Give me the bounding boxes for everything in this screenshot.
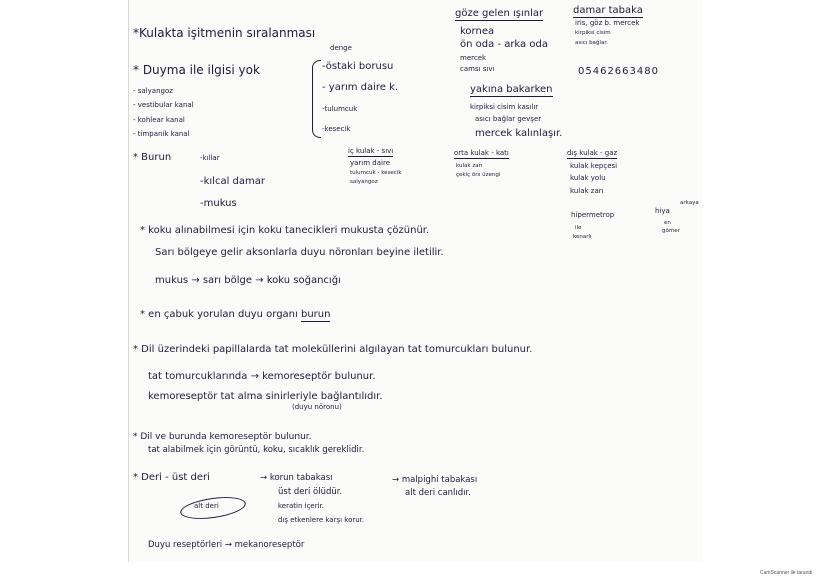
not-related-item: - yarım daire k.	[322, 82, 399, 93]
taste-line: kemoreseptör tat alma sinirleriyle bağlantılıdır.	[148, 391, 383, 402]
vascular-item: iris, göz b. mercek	[575, 19, 640, 27]
outer-ear-item: kulak zarı	[570, 187, 604, 195]
eye-rays-title: göze gelen ışınlar	[455, 8, 544, 19]
eye-ray-item: kornea	[460, 26, 495, 37]
not-related-item: -kesecik	[322, 125, 351, 133]
near-vision-title: yakına bakarken	[470, 84, 553, 95]
hearing-order-item: - vestibular kanal	[133, 101, 194, 109]
vascular-item: asıcı bağlar.	[575, 40, 608, 46]
hearing-order-item: - kohlear kanal	[133, 116, 185, 124]
side-note: en	[664, 220, 671, 226]
side-note: gömer	[662, 228, 680, 234]
hearing-order-item: - salyangoz	[133, 87, 173, 95]
inner-ear-item: yarım daire	[350, 159, 391, 167]
phone-number: 05462663480	[578, 66, 659, 77]
fatigue-line	[140, 310, 330, 320]
middle-ear-title: orta kulak - katı	[454, 149, 509, 157]
eye-ray-item: mercek	[460, 54, 487, 62]
skin-lower-item: alt deri canlıdır.	[405, 488, 471, 498]
side-note: hipermetrop	[571, 211, 615, 219]
inner-ear-title: iç kulak - sıvı	[348, 147, 394, 155]
nose-item: -kılcal damar	[200, 176, 265, 187]
inner-ear-item: tulumcuk - kesecik	[350, 170, 402, 176]
hearing-title: *Kulakta işitmenin sıralanması	[133, 26, 316, 40]
balance-label: denge	[330, 44, 352, 52]
side-note: ile	[575, 225, 582, 231]
smell-line: * koku alınabilmesi için koku tanecikleri mukusta çözünür.	[140, 225, 430, 236]
skin-upper-item: dış etkenlere karşı korur.	[278, 516, 365, 524]
taste-line: * Dil üzerindeki papillalarda tat moleküllerini algılayan tat tomurcukları bulunur.	[133, 344, 533, 355]
scanner-watermark: CamScanner ile tarandı	[760, 570, 813, 576]
not-related-title: * Duyma ile ilgisi yok	[133, 63, 260, 77]
outer-ear-item: kulak yolu	[570, 174, 606, 182]
not-related-item: -östaki borusu	[322, 61, 394, 72]
fatigue-answer: burun	[301, 309, 331, 320]
skin-upper-item: üst deri ölüdür.	[278, 487, 343, 497]
skin-title: * Deri - üst deri	[133, 472, 210, 483]
middle-ear-item: kulak zarı	[456, 163, 483, 169]
nose-item: -kıllar	[200, 154, 220, 162]
inner-ear-item: salyangoz	[350, 179, 378, 185]
vascular-item: kirpiksi cisim	[575, 30, 611, 36]
side-note: arkaya	[680, 200, 699, 206]
smell-line: Sarı bölgeye gelir aksonlarla duyu nöronları beyine iletilir.	[155, 247, 444, 258]
side-note: hiya	[655, 207, 670, 215]
outer-ear-title: dış kulak - gaz	[567, 149, 618, 157]
near-vision-item: kirpiksi cisim kasılır	[470, 103, 539, 111]
outer-ear-item: kulak kepçesi	[570, 162, 618, 170]
side-note: kenarlı	[573, 234, 592, 240]
near-vision-item: mercek kalınlaşır.	[475, 128, 563, 139]
near-vision-item: asıcı bağlar gevşer	[475, 115, 542, 123]
smell-line: mukus → sarı bölge → koku soğancığı	[155, 275, 341, 286]
taste-line: * Dil ve burunda kemoreseptör bulunur.	[133, 432, 312, 442]
taste-line: tat tomurcuklarında → kemoreseptör bulunur.	[148, 371, 376, 382]
skin-lower-item: → malpighi tabakası	[392, 475, 478, 485]
lower-skin-label: alt deri	[194, 502, 219, 510]
middle-ear-item: çekiç örs üzengi	[456, 172, 501, 178]
taste-line: tat alabilmek için görüntü, koku, sıcaklık gereklidir.	[148, 445, 365, 455]
taste-note: (duyu nöronu)	[292, 403, 342, 411]
skin-upper-item: keratin içerir.	[278, 502, 325, 510]
eye-ray-item: camsı sıvı	[460, 65, 495, 73]
fatigue-prefix: * en çabuk yorulan duyu organı	[140, 309, 298, 320]
hearing-order-item: - timpanik kanal	[133, 130, 190, 138]
not-related-item: -tulumcuk	[322, 105, 358, 113]
vascular-layer-title: damar tabaka	[573, 5, 643, 16]
brace	[312, 60, 321, 138]
skin-upper-item: → korun tabakası	[260, 473, 333, 483]
eye-ray-item: ön oda - arka oda	[460, 39, 548, 50]
nose-title: * Burun	[133, 152, 172, 163]
receptors-line: Duyu reseptörleri → mekanoreseptör	[148, 540, 305, 550]
nose-item: -mukus	[200, 198, 237, 209]
